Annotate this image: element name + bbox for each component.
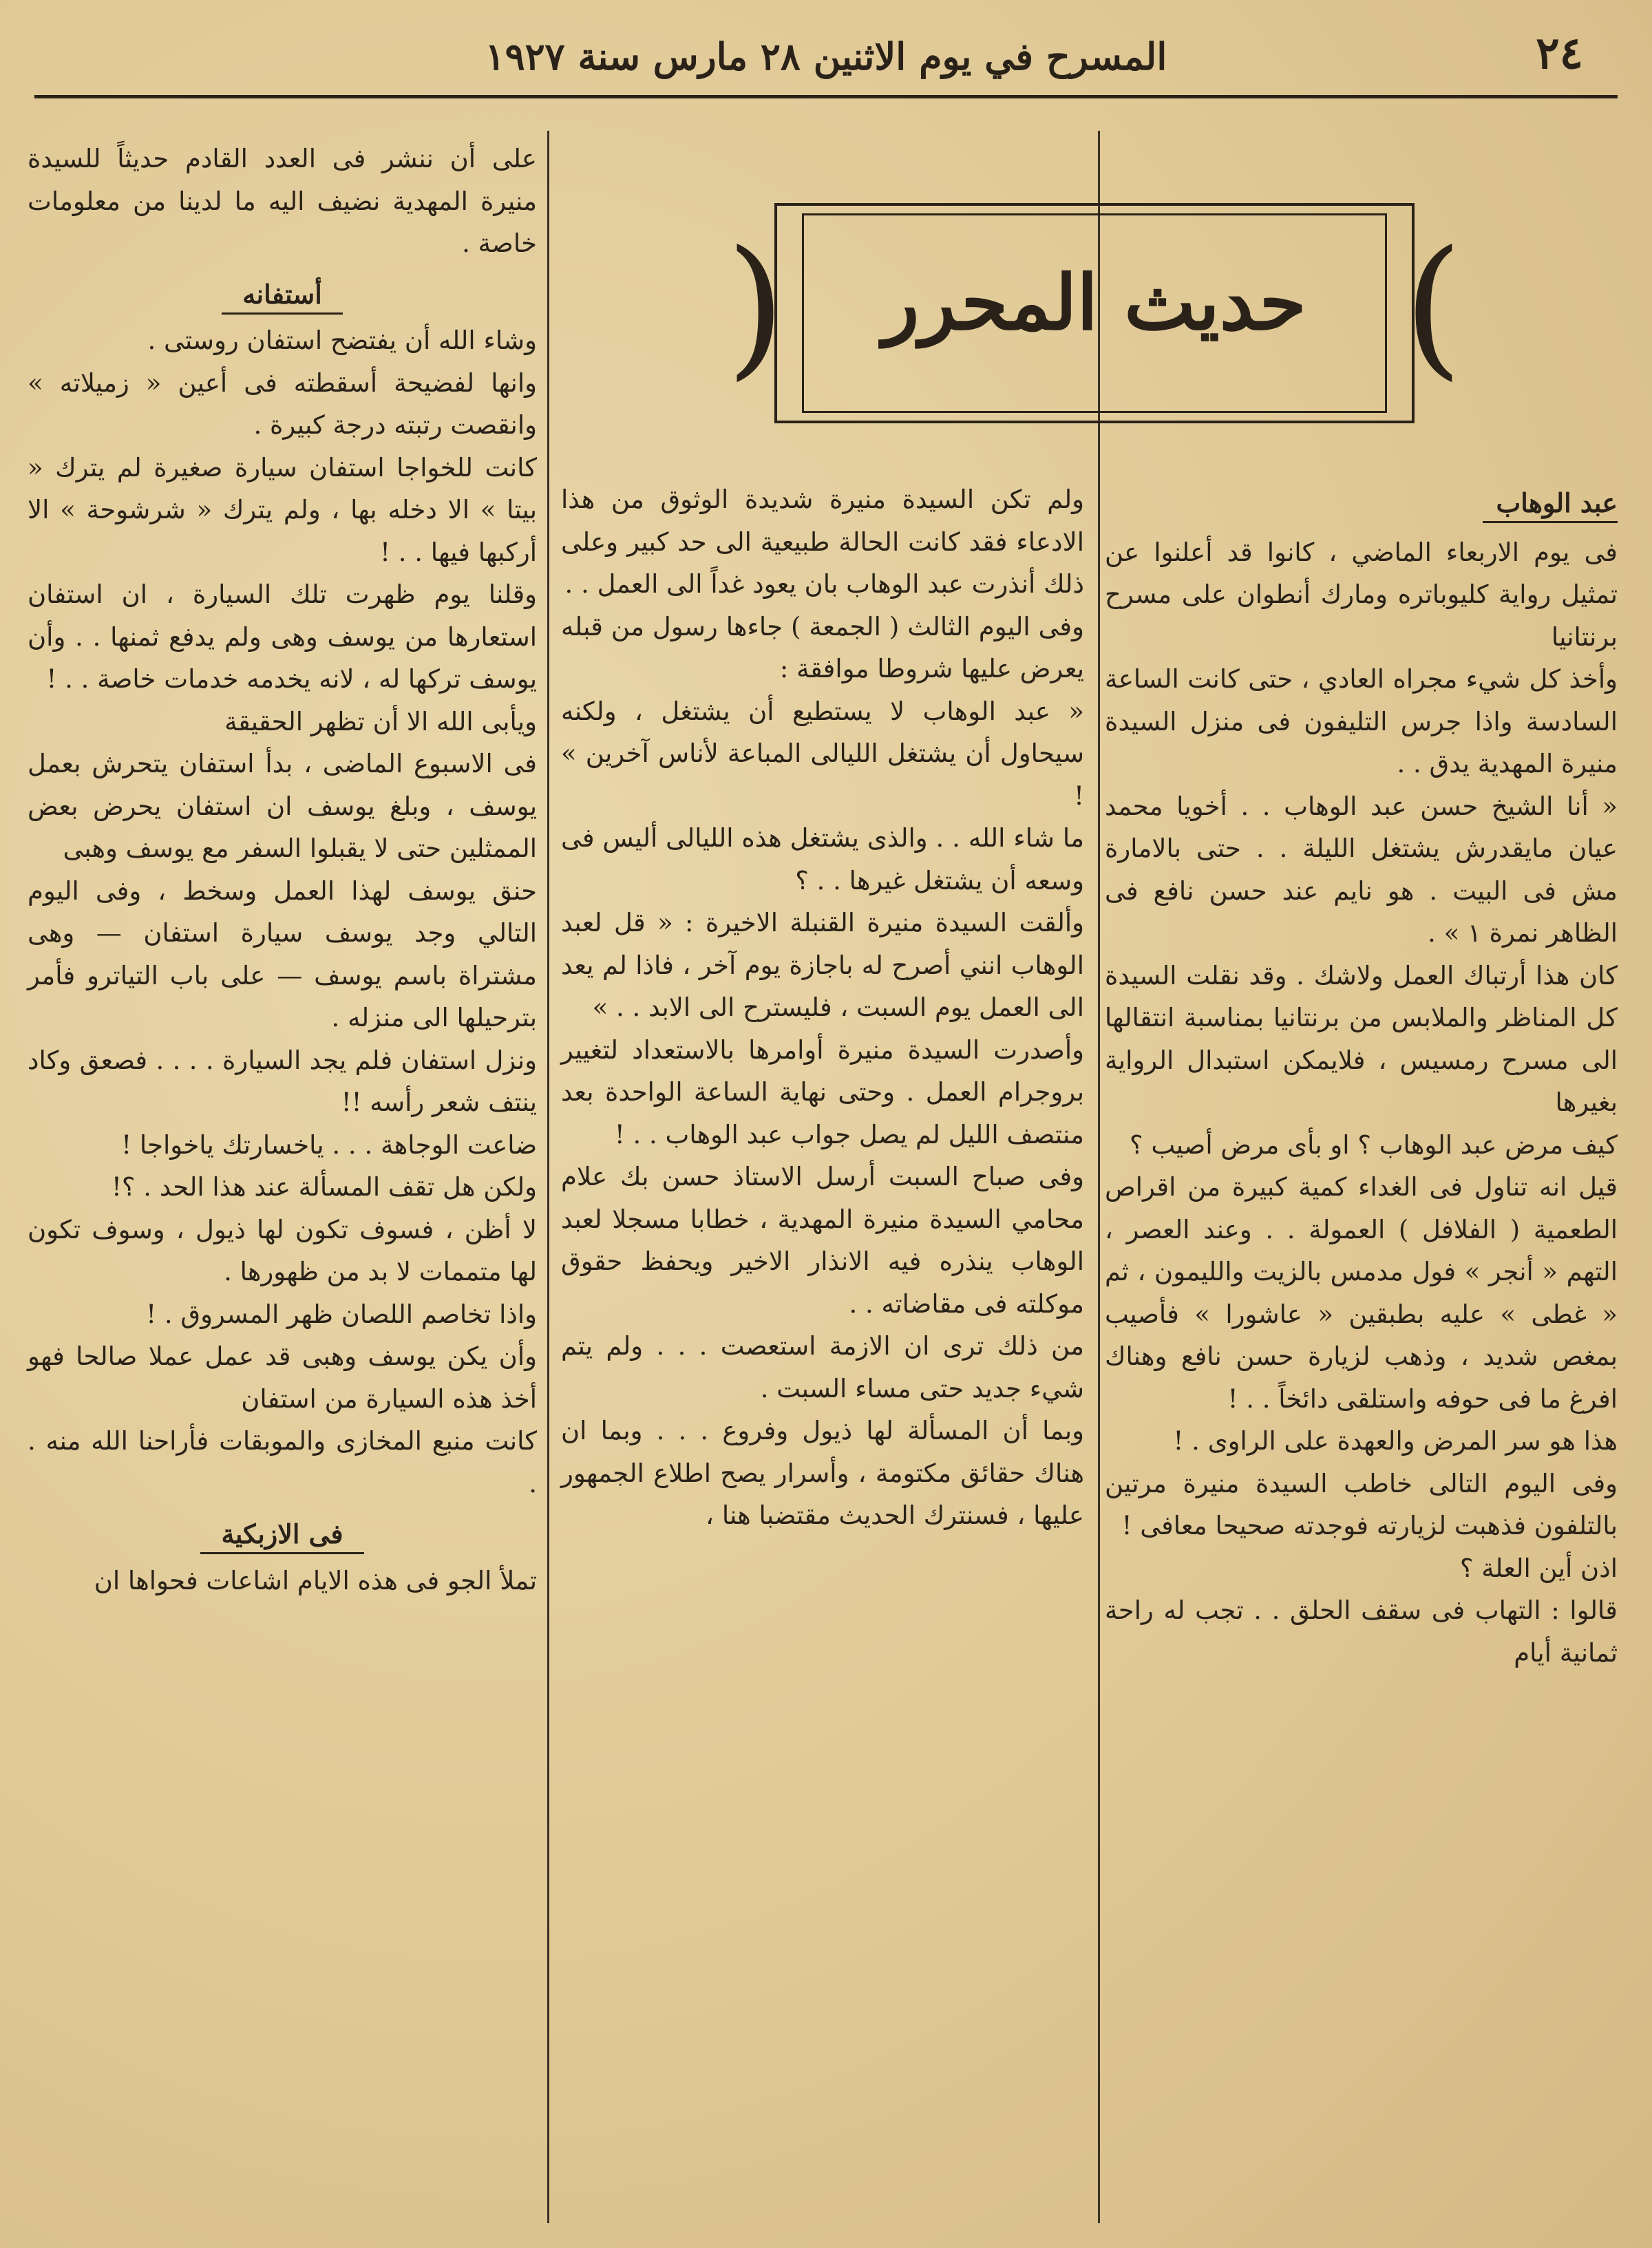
banner-left-bracket: ( (726, 218, 785, 394)
banner-right-bracket: ) (1404, 218, 1463, 394)
paragraph: ولم تكن السيدة منيرة شديدة الوثوق من هذا الادعاء فقد كانت الحالة طبيعية الى حد كبير وعلى ذلك أنذرت عبد الوهاب بان يعود غداً الى العمل . . (561, 485, 1084, 599)
paragraph: وأصدرت السيدة منيرة أوامرها بالاستعداد لتغيير بروجرام العمل . وحتى نهاية الساعة الواحدة بعد منتصف الليل لم يصل جواب عبد الوهاب . . ! (561, 1035, 1084, 1149)
paragraph: « أنا الشيخ حسن عبد الوهاب . . أخويا محمد عيان مايقدرش يشتغل الليلة . . حتى بالامارة مش فى البيت . هو نايم عند حسن نافع فى الظاهر نمرة ١ » . (1105, 791, 1618, 948)
paragraph: ضاعت الوجاهة . . . ياخسارتك ياخواجا ! (121, 1130, 537, 1160)
paragraph: ويأبى الله الا أن تظهر الحقيقة (224, 706, 537, 736)
paragraph: وفى اليوم التالى خاطب السيدة منيرة مرتين بالتلفون فذهبت لزيارته فوجدته صحيحا معافى ! (1105, 1468, 1618, 1540)
paragraph: فى الاسبوع الماضى ، بدأ استفان يتحرش بعمل يوسف ، وبلغ يوسف ان استفان يحرض بعض الممثلين حتى لا يقبلوا السفر مع يوسف وهبى (28, 749, 537, 863)
paragraph: اذن أين العلة ؟ (1459, 1553, 1618, 1583)
paragraph: وأخذ كل شيء مجراه العادي ، حتى كانت الساعة السادسة واذا جرس التليفون فى منزل السيدة منيرة المهدية يدق . . (1105, 664, 1618, 778)
section-heading-azbakiya: فى الازبكية (28, 1513, 537, 1556)
header-title: المسرح في يوم الاثنين ٢٨ مارس سنة ١٩٢٧ (485, 34, 1167, 78)
paragraph: فى يوم الاربعاء الماضي ، كانوا قد أعلنوا عن تمثيل رواية كليوباتره ومارك أنطوان على مسرح برنتانيا (1105, 537, 1618, 652)
paragraph: ولكن هل تقف المسألة عند هذا الحد . ؟! (111, 1172, 537, 1202)
section-heading-estefana: أستفانه (28, 273, 537, 316)
paragraph: لا أظن ، فسوف تكون لها ذيول ، وسوف تكون لها متممات لا بد من ظهورها . (28, 1214, 537, 1286)
column-divider-left (547, 131, 549, 2223)
section-heading-abdel-wahab: عبد الوهاب (1105, 482, 1618, 524)
paragraph: كيف مرض عبد الوهاب ؟ او بأى مرض أصيب ؟ (1130, 1130, 1618, 1160)
paragraph: كانت منبع المخازى والموبقات فأراحنا الله منه . . (28, 1426, 537, 1498)
paragraph: ونزل استفان فلم يجد السيارة . . . . فصعق وكاد ينتف شعر رأسه !! (28, 1045, 537, 1117)
paragraph: حنق يوسف لهذا العمل وسخط ، وفى اليوم التالي وجد يوسف سيارة استفان — وهى مشتراة باسم يوسف — على باب التياترو فأمر بترحيلها الى منزله . (28, 876, 537, 1032)
paragraph: هذا هو سر المرض والعهدة على الراوى . ! (1173, 1426, 1618, 1456)
paragraph: واذا تخاصم اللصان ظهر المسروق . ! (146, 1299, 537, 1329)
left-column (28, 138, 537, 1602)
paragraph: ما شاء الله . . والذى يشتغل هذه الليالى أليس فى وسعه أن يشتغل غيرها . . ؟ (561, 823, 1084, 895)
header-rule (34, 95, 1618, 98)
paragraph: كان هذا أرتباك العمل ولاشك . وقد نقلت السيدة كل المناظر والملابس من برنتانيا بمناسبة انتقالها الى مسرح رمسيس ، فلايمكن استبدال الرواية بغيرها (1105, 960, 1618, 1117)
paragraph: من ذلك ترى ان الازمة استعصت . . . ولم يتم شيء جديد حتى مساء السبت . (561, 1331, 1084, 1403)
page-number: ٢٤ (1536, 28, 1583, 79)
paragraph: كانت للخواجا استفان سيارة صغيرة لم يترك « بيتا » الا دخله بها ، ولم يترك « شرشوحة » الا أركبها فيها . . ! (28, 452, 537, 567)
paragraph: وشاء الله أن يفتضح استفان روستى . (147, 326, 537, 355)
paragraph: وانها لفضيحة أسقطته فى أعين « زميلاته » وانقصت رتبته درجة كبيرة . (28, 368, 537, 440)
page-header (28, 28, 1624, 89)
middle-column (561, 478, 1084, 1537)
intro-paragraph: على أن ننشر فى العدد القادم حديثاً للسيدة منيرة المهدية نضيف اليه ما لدينا من معلومات خاصة . (28, 144, 537, 258)
banner-title: حديث المحرر (882, 258, 1306, 347)
paragraph: وقلنا يوم ظهرت تلك السيارة ، ان استفان استعارها من يوسف وهى ولم يدفع ثمنها . . وأن يوسف تركها له ، لانه يخدمه خدمات خاصة . . ! (28, 580, 537, 694)
paragraph: تملأ الجو فى هذه الايام اشاعات فحواها ان (94, 1565, 537, 1595)
paragraph: « عبد الوهاب لا يستطيع أن يشتغل ، ولكنه سيحاول أن يشتغل الليالى المباعة لأناس آخرين » ! (561, 696, 1084, 811)
paragraph: قيل انه تناول فى الغداء كمية كبيرة من اقراص الطعمية ( الفلافل ) العمولة . . وعند العصر ، التهم « أنجر » فول مدمس بالزيت والليمون ، ثم « غطى » عليه بطبقين « عاشورا » فأصيب بمغص شديد ، وذهب لزيارة حسن نافع وهناك افرغ ما فى حوفه واستلقى دائخاً . . ! (1105, 1172, 1618, 1414)
editor-talk-banner (726, 203, 1463, 423)
paragraph: وأن يكن يوسف وهبى قد عمل عملا صالحا فهو أخذ هذه السيارة من استفان (28, 1342, 537, 1414)
paragraph: وألقت السيدة منيرة القنبلة الاخيرة : « قل لعبد الوهاب انني أصرح له باجازة يوم آخر ، فاذا لم يعد الى العمل يوم السبت ، فليسترح الى الابد . . » (561, 908, 1084, 1022)
column-divider-right (1098, 131, 1100, 2223)
paragraph: وبما أن المسألة لها ذيول وفروع . . . وبما ان هناك حقائق مكتومة ، وأسرار يصح اطلاع الجمهور عليها ، فسنترك الحديث مقتضبا هنا ، (561, 1416, 1084, 1530)
paragraph: وفى اليوم الثالث ( الجمعة ) جاءها رسول من قبله يعرض عليها شروطا موافقة : (561, 611, 1084, 683)
paragraph: قالوا : التهاب فى سقف الحلق . . تجب له راحة ثمانية أيام (1105, 1595, 1618, 1668)
paragraph: وفى صباح السبت أرسل الاستاذ حسن بك علام محامي السيدة منيرة المهدية ، خطابا مسجلا لعبد الوهاب ينذره فيه الانذار الاخير ويحفظ حقوق موكلته فى مقاضاته . . (561, 1162, 1084, 1319)
right-column (1105, 475, 1618, 1674)
